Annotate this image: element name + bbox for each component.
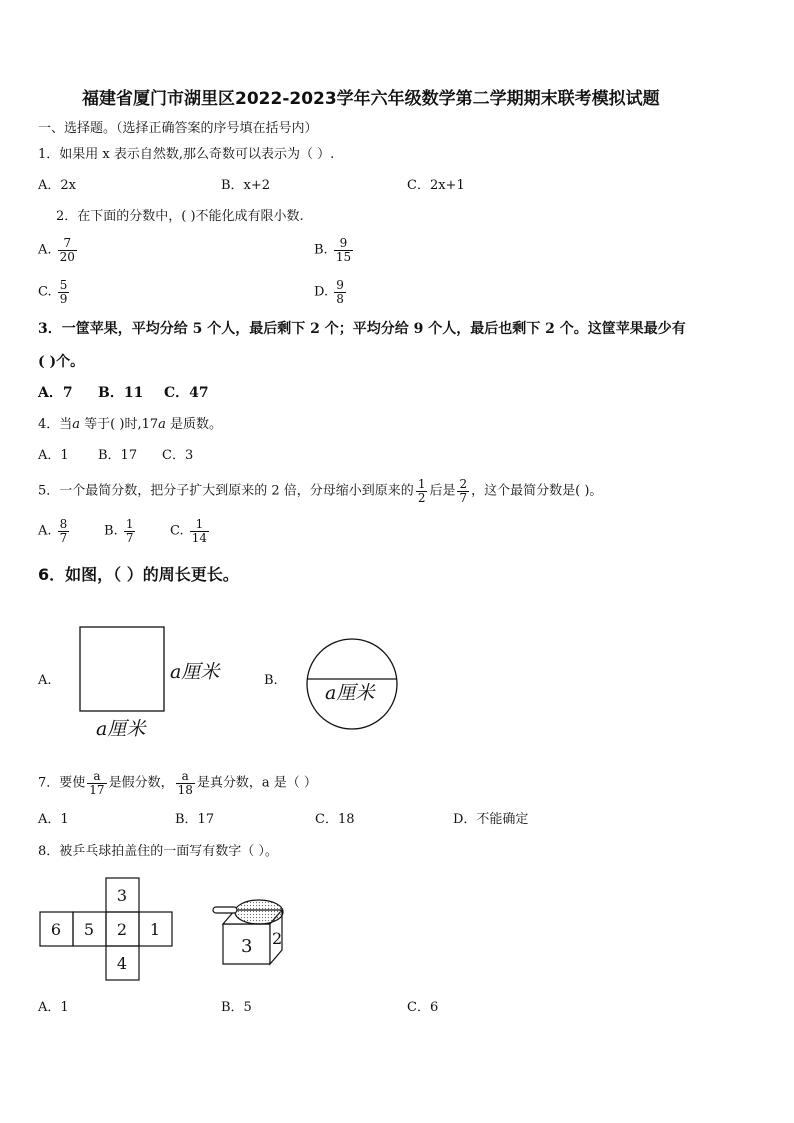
net-number: 5	[83, 920, 95, 939]
option-label: D.	[314, 284, 329, 300]
fraction: $\frac{1}{2}$	[417, 477, 426, 505]
fraction: $\frac{8}{7}$	[59, 517, 68, 545]
q8-stem: 8．被乒乓球拍盖住的一面写有数字（ ）。	[38, 844, 278, 859]
q5-option-c[interactable]	[170, 518, 211, 544]
q6-option-a-label[interactable]: A.	[38, 673, 52, 688]
q3-option-c[interactable]: C．47	[164, 385, 209, 401]
net-number: 2	[116, 920, 128, 939]
q1-option-b[interactable]: B．x+2	[221, 178, 271, 193]
q4-option-c[interactable]: C．3	[162, 448, 194, 463]
fraction: $\frac{5}{9}$	[59, 278, 68, 306]
circle-figure	[303, 637, 403, 733]
q7-stem: 7．要使 $\frac{a}{17}$ 是假分数， $\frac{a}{18}$ 是真分数，a 是（ ）	[38, 769, 317, 797]
fraction: $\frac{a}{18}$	[177, 769, 193, 797]
q3-stem-line2: ( )个。	[38, 354, 85, 370]
option-label: A.	[38, 242, 52, 258]
q2-option-c[interactable]	[38, 279, 71, 305]
q6-stem: 6．如图，（ ）的周长更长。	[38, 565, 239, 584]
option-label: A.	[38, 523, 52, 539]
q8-option-c[interactable]: C．6	[407, 1000, 439, 1015]
q2-option-b[interactable]	[314, 237, 355, 263]
fraction: $\frac{9}{15}$	[335, 236, 352, 264]
fraction: $\frac{2}{7}$	[459, 477, 468, 505]
q7-option-d[interactable]: D．不能确定	[453, 812, 529, 827]
fraction: $\frac{1}{14}$	[191, 517, 208, 545]
net-number: 6	[50, 920, 62, 939]
q2-stem: 2．在下面的分数中，( )不能化成有限小数.	[56, 209, 304, 224]
q5-stem: 5．一个最简分数，把分子扩大到原来的 2 倍，分母缩小到原来的 $\frac{1}{2}$ 后是 $\frac{2}{7}$ ，这个最简分数是( )。	[38, 477, 603, 505]
fraction: $\frac{7}{20}$	[59, 236, 75, 264]
square-figure	[78, 625, 238, 745]
q8-option-b[interactable]: B．5	[221, 1000, 252, 1015]
q5-option-b[interactable]	[104, 518, 137, 544]
q3-stem-line1: 3．一筐苹果，平均分给 5 个人，最后剩下 2 个；平均分给 9 个人，最后也剩下 2 个。这筐苹果最少有	[38, 321, 686, 337]
page-title: 福建省厦门市湖里区2022-2023学年六年级数学第二学期期末联考模拟试题	[82, 89, 660, 109]
q5-option-a[interactable]	[38, 518, 71, 544]
q3-option-b[interactable]: B．11	[98, 385, 144, 401]
fraction: $\frac{a}{17}$	[89, 769, 105, 797]
square-side-bottom-label: a厘米	[96, 718, 146, 740]
q4-option-a[interactable]: A．1	[38, 448, 69, 463]
option-label: B.	[104, 523, 118, 539]
q1-option-a[interactable]: A．2x	[38, 178, 76, 193]
cube-net-figure	[36, 877, 178, 981]
q6-option-b-label[interactable]: B.	[264, 673, 278, 688]
cube-front-number: 3	[241, 936, 253, 957]
square-side-right-label: a厘米	[170, 661, 220, 683]
q7-option-b[interactable]: B．17	[175, 812, 215, 827]
q3-option-a[interactable]: A．7	[38, 385, 73, 401]
net-number: 3	[116, 886, 128, 905]
option-label: B.	[314, 242, 328, 258]
cube-with-paddle-figure	[210, 892, 290, 972]
net-number: 4	[116, 954, 128, 973]
square-shape	[80, 627, 164, 711]
fraction: $\frac{1}{7}$	[125, 517, 134, 545]
net-number: 1	[149, 920, 161, 939]
q1-option-c[interactable]: C．2x+1	[407, 178, 465, 193]
q2-option-a[interactable]	[38, 237, 79, 263]
q7-option-a[interactable]: A．1	[38, 812, 69, 827]
option-label: C.	[170, 523, 184, 539]
paddle-shape	[235, 900, 283, 924]
option-label: C.	[38, 284, 52, 300]
diameter-label: a厘米	[325, 682, 375, 704]
section-heading: 一、选择题。（选择正确答案的序号填在括号内）	[38, 121, 318, 136]
q7-option-c[interactable]: C．18	[315, 812, 355, 827]
q2-option-d[interactable]	[314, 279, 348, 305]
q1-stem: 1．如果用 x 表示自然数,那么奇数可以表示为（ ）.	[38, 147, 335, 162]
paddle-handle	[213, 907, 237, 913]
q8-option-a[interactable]: A．1	[38, 1000, 69, 1015]
cube-side-number: 2	[272, 929, 283, 948]
q4-option-b[interactable]: B．17	[98, 448, 138, 463]
q4-stem: 4．当a 等于( )时,17a 是质数。	[38, 417, 223, 432]
fraction: $\frac{9}{8}$	[336, 278, 344, 306]
